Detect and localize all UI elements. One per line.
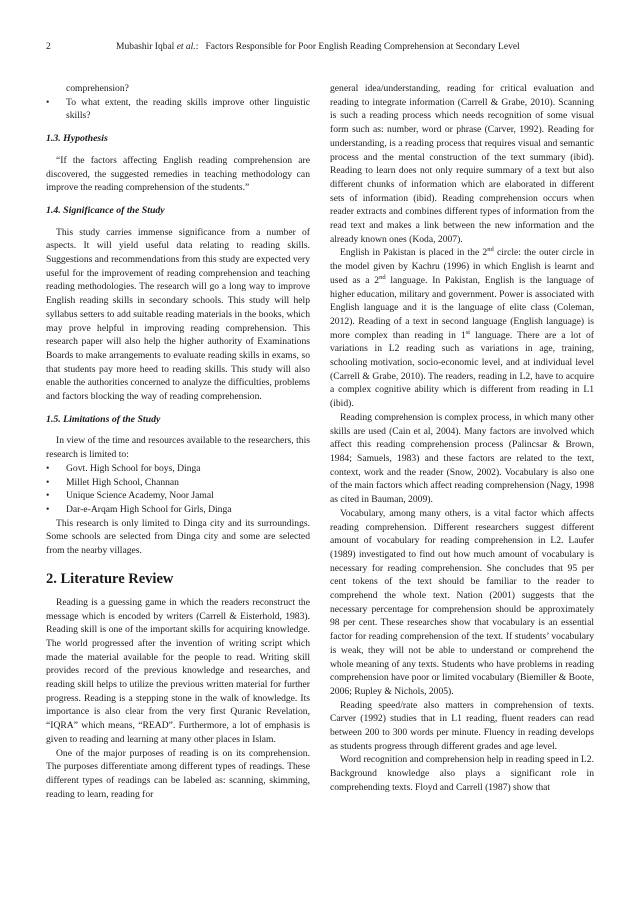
school-list-item: • Govt. High School for boys, Dinga: [46, 462, 310, 476]
right-column: [330, 82, 594, 795]
header-title: Factors Responsible for Poor English Reading Comprehension at Secondary Level: [205, 42, 520, 52]
header-authors: Mubashir Iqbal: [116, 42, 175, 52]
header-separator: :: [195, 42, 199, 52]
heading-limitations: 1.5. Limitations of the Study: [46, 413, 161, 425]
limitations-end: This research is only limited to Dinga city and its surroundings. Some schools are selected from Dinga city and some are selected from the nearby villages.: [46, 517, 310, 557]
page-number: 2: [46, 42, 51, 52]
body-paragraph: general idea/understanding, reading for critical evaluation and reading to integrate information (Carrell & Grabe, 2010). Scanning is such a reading process which needs recognition of some visual form such as: number, word or phrase (Carver, 1992). Reading for understanding, is a reading process that requires visual and semantic process and the mental construction of the text summary (ibid). Reading to learn does not only require summary of a text but also different chunks of information which are elaborated in different sets of information (ibid). Reading comprehension occurs when reader extracts and combines different types of information from the read text and makes a link between the new information and the already known ones (Koda, 2007).: [330, 83, 594, 245]
heading-significance: 1.4. Significance of the Study: [46, 204, 165, 216]
body-paragraph: Vocabulary, among many others, is a vital factor which affects reading comprehension. Different researchers suggest different amount of vocabulary for reading comprehension in L2. Laufer (1989) investigated to find out how much amount of vocabulary is necessary for reading comprehension. She concludes that 95 per cent tokens of the text should be familiar to the reader to comprehend the whole text. Nation (2001) suggests that the necessary percentage for comprehension should be approximately 98 per cent. These researches show that vocabulary is an essential factor for reading comprehension of the text. If students’ vocabulary is weak, they will not be able to understand or comprehend the whole meaning of any texts. Students who have problems in reading comprehension have poor or limited vocabulary (Biemiller & Boote, 2006; Rupley & Nichols, 2005).: [330, 507, 594, 697]
header-et-al: et al.: [176, 42, 196, 52]
literature-paragraph: Reading is a guessing game in which the readers reconstruct the message which is encoded by writers (Carrell & Eisterhold, 1983). Reading skill is one of the important skills for acquiring knowledge. The world progressed after the invention of writing script which made the material available for the people to read. Writing skill provides record of the previous knowledge and researches, and reading skill helps to utilize the previous written material for further progress. Reading is a stepping stone in the walk of knowledge. Its importance is also clear from the very first Quranic Revelation, “IQRA” which means, “READ”. Furthermore, a lot of emphasis is given to reading and learning at many other places in Islam.: [46, 596, 310, 745]
text-run: language. There are a lot of variations in L2 reading such as variations in age, training, schooling motivation, socio-economic level, and at individual level (Carrell & Grabe, 2010). The readers, reading in L2, have to acquire a complex cognitive ability which is different from reading in L1 (ibid).: [330, 329, 594, 410]
superscript: nd: [379, 273, 386, 281]
text-run: English in Pakistan is placed in the 2: [340, 247, 488, 259]
literature-paragraph: One of the major purposes of reading is on its comprehension. The purposes differentiate among different types of readings. These different types of readings can be labeled as: scanning, skimming, reading to learn, reading for: [46, 747, 310, 800]
significance-text: This study carries immense significance from a number of aspects. It will yield useful data relating to reading skills. Suggestions and recommendations from this study are expected very useful for the improvement of reading comprehension and teaching reading methodologies. The research will go a long way to improve English reading skills in secondary schools. This study will help syllabus setters to add suitable reading materials in the books, which may prove helpful in improving reading comprehension. This research paper will also help the higher authority of Examinations Boards to make arrangements to evaluate reading skills in exams, so that students pay more heed to reading skills. This study will also enable the authorities concerned to analyze the difficulties, problems and factors blocking the way of reading comprehension.: [46, 226, 310, 403]
school-list-item: • Millet High School, Channan: [46, 476, 310, 490]
text-run: circle: the outer circle in the model given by Kachru (1996) in which English is learnt and used as a 2: [330, 247, 594, 286]
school-list-item: • Dar-e-Arqam High School for Girls, Dinga: [46, 503, 310, 517]
superscript: nd: [487, 246, 494, 254]
body-paragraph: Word recognition and comprehension help in reading speed in L2. Background knowledge also plays a significant role in comprehending texts. Floyd and Carrell (1987) show that: [330, 754, 594, 793]
limitations-intro: In view of the time and resources available to the researchers, this research is limited to:: [46, 435, 310, 461]
heading-literature-review: 2. Literature Review: [46, 570, 174, 587]
running-title: [116, 40, 520, 54]
superscript: st: [465, 328, 471, 336]
school-list-item: • Unique Science Academy, Noor Jamal: [46, 489, 310, 503]
question-continuation: comprehension?: [66, 83, 129, 94]
text-run: language. In Pakistan, English is the language of higher education, military and government. Power is associated with English language and it is the language of elite class (Coleman, 2012). Reading of a text in second language (English language) is more complex than reading in 1: [330, 274, 595, 341]
running-header: [46, 40, 594, 54]
heading-hypothesis: 1.3. Hypothesis: [46, 133, 108, 145]
question-bullet: • To what extent, the reading skills improve other linguistic skills?: [46, 96, 310, 123]
left-column: [46, 82, 310, 801]
body-paragraph: Reading speed/rate also matters in comprehension of texts. Carver (1992) studies that in L1 reading, fluent readers can read between 200 to 300 words per minute. Fluency in reading develops as students progress through different grades and age level.: [330, 699, 594, 752]
hypothesis-text: “If the factors affecting English reading comprehension are discovered, the suggested remedies in teaching methodology can improve the reading comprehension of the students.”: [46, 154, 310, 194]
body-paragraph: [330, 246, 594, 410]
body-paragraph: Reading comprehension is complex process, in which many other skills are used (Cain et al, 2004). Many factors are involved which affect this reading comprehension process (Palincsar & Brown, 1984; Samuels, 1983) and these factors are related to the text, context, work and the reader (Snow, 2002). Vocabulary is also one of the main factors which affect reading comprehension (Nagy, 1998 as cited in Bauman, 2009).: [330, 411, 595, 506]
